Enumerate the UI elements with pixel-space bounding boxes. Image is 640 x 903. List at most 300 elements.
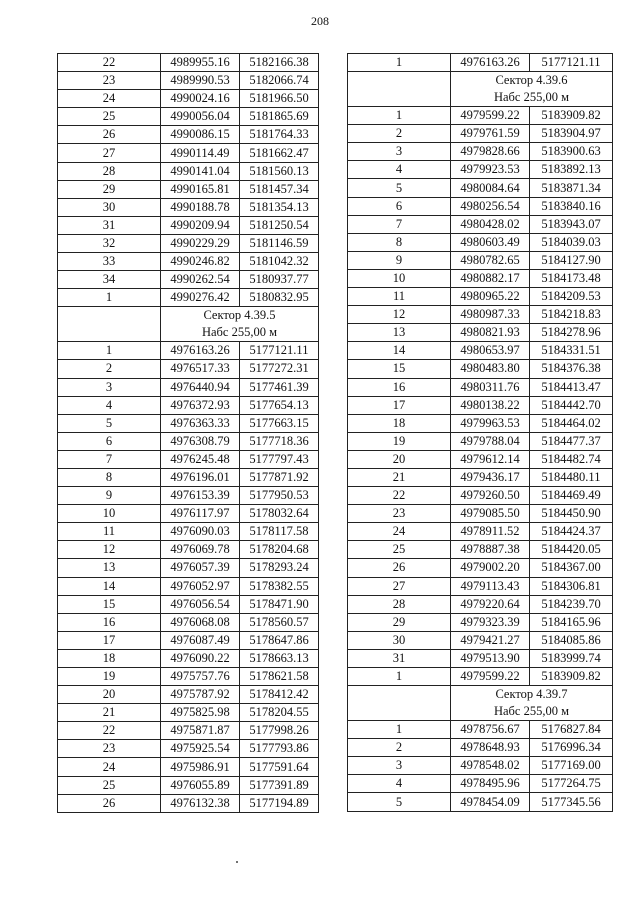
point-number: 3: [348, 143, 451, 161]
coord-y: 5181354.13: [240, 198, 319, 216]
table-row: [58, 180, 319, 198]
table-row: [58, 505, 319, 523]
table-row: [58, 289, 319, 307]
table-row: [58, 468, 319, 486]
point-number: 4: [348, 775, 451, 793]
coord-x: 4975787.92: [161, 686, 240, 704]
table-row: [348, 360, 613, 378]
table-row: [58, 216, 319, 234]
coord-y: 5184480.11: [530, 468, 613, 486]
table-row: [348, 215, 613, 233]
coord-x: 4976196.01: [161, 468, 240, 486]
table-row: [58, 378, 319, 396]
table-row: [348, 288, 613, 306]
table-row: [348, 378, 613, 396]
table-row: [348, 595, 613, 613]
coord-y: 5181042.32: [240, 253, 319, 271]
table-row: [58, 595, 319, 613]
point-number: 6: [348, 197, 451, 215]
coord-y: 5177663.15: [240, 414, 319, 432]
coord-y: 5177272.31: [240, 360, 319, 378]
coord-y: 5181966.50: [240, 90, 319, 108]
coord-y: 5183904.97: [530, 125, 613, 143]
coord-y: 5177998.26: [240, 722, 319, 740]
coord-y: 5184450.90: [530, 505, 613, 523]
coord-y: 5183900.63: [530, 143, 613, 161]
coord-y: 5184442.70: [530, 396, 613, 414]
coord-x: 4976057.39: [161, 559, 240, 577]
point-number: 25: [58, 776, 161, 794]
table-row: [58, 649, 319, 667]
point-number: 29: [58, 180, 161, 198]
coord-x: 4979113.43: [451, 577, 530, 595]
coord-y: 5184239.70: [530, 595, 613, 613]
point-number: 8: [58, 468, 161, 486]
table-row: [348, 179, 613, 197]
sector-title: Сектор 4.39.6: [495, 73, 568, 88]
coord-y: 5178663.13: [240, 649, 319, 667]
point-number: 14: [58, 577, 161, 595]
table-row: [348, 739, 613, 757]
table-row: [348, 414, 613, 432]
coord-x: 4979923.53: [451, 161, 530, 179]
point-number: 15: [58, 595, 161, 613]
coord-y: 5181764.33: [240, 126, 319, 144]
coord-x: 4979323.39: [451, 613, 530, 631]
coord-y: 5178204.55: [240, 704, 319, 722]
point-number: 24: [348, 523, 451, 541]
point-number: 34: [58, 271, 161, 289]
point-number: 29: [348, 613, 451, 631]
point-number: 24: [58, 758, 161, 776]
point-number: 23: [348, 505, 451, 523]
coord-y: 5184331.51: [530, 342, 613, 360]
point-number: 6: [58, 432, 161, 450]
table-row: [348, 143, 613, 161]
coord-x: 4979612.14: [451, 450, 530, 468]
coord-y: 5178471.90: [240, 595, 319, 613]
point-number: 2: [58, 360, 161, 378]
point-number: 1: [348, 54, 451, 72]
coord-y: 5184278.96: [530, 324, 613, 342]
coord-x: 4978756.67: [451, 721, 530, 739]
point-number: 4: [58, 396, 161, 414]
coord-y: 5184413.47: [530, 378, 613, 396]
point-number: 23: [58, 72, 161, 90]
point-number: 22: [58, 54, 161, 72]
table-row: [58, 758, 319, 776]
coord-x: 4976372.93: [161, 396, 240, 414]
coord-y: 5177718.36: [240, 432, 319, 450]
page-number: 208: [311, 14, 329, 28]
table-row: [348, 306, 613, 324]
coord-y: 5183840.16: [530, 197, 613, 215]
coord-y: 5182166.38: [240, 54, 319, 72]
coord-x: 4976163.26: [451, 54, 530, 72]
table-row: [58, 631, 319, 649]
coord-x: 4979828.66: [451, 143, 530, 161]
point-number: 30: [58, 198, 161, 216]
coord-y: 5184165.96: [530, 613, 613, 631]
point-number: 32: [58, 234, 161, 252]
coord-y: 5177654.13: [240, 396, 319, 414]
table-row: [58, 108, 319, 126]
coord-x: 4975825.98: [161, 704, 240, 722]
coord-y: 5176996.34: [530, 739, 613, 757]
table-row: [348, 541, 613, 559]
coord-y: 5184367.00: [530, 559, 613, 577]
table-row: [348, 613, 613, 631]
table-row: [348, 775, 613, 793]
coord-x: 4980084.64: [451, 179, 530, 197]
coord-y: 5178412.42: [240, 686, 319, 704]
coord-x: 4976153.39: [161, 487, 240, 505]
table-row: [348, 197, 613, 215]
coord-x: 4979513.90: [451, 649, 530, 667]
coord-y: 5184464.02: [530, 414, 613, 432]
point-number: 1: [348, 107, 451, 125]
stray-dot-mark: [236, 861, 238, 863]
table-row: [348, 269, 613, 287]
coord-y: 5184477.37: [530, 432, 613, 450]
coord-x: 4976090.03: [161, 523, 240, 541]
table-row: [348, 450, 613, 468]
coord-y: 5180937.77: [240, 271, 319, 289]
table-row: [348, 757, 613, 775]
coord-y: 5181146.59: [240, 234, 319, 252]
table-row: [348, 468, 613, 486]
coord-y: 5184306.81: [530, 577, 613, 595]
point-number: 11: [58, 523, 161, 541]
point-number: 3: [348, 757, 451, 775]
point-number: 26: [58, 794, 161, 812]
coord-x: 4980311.76: [451, 378, 530, 396]
point-number: 16: [58, 613, 161, 631]
coord-y: 5178293.24: [240, 559, 319, 577]
point-number: 26: [348, 559, 451, 577]
table-row: [58, 686, 319, 704]
coord-y: 5177871.92: [240, 468, 319, 486]
sector-height: Набс 255,00 м: [201, 325, 278, 340]
point-number: 1: [348, 721, 451, 739]
coord-x: 4989990.53: [161, 72, 240, 90]
sector-height: Набс 255,00 м: [493, 704, 570, 719]
point-number: 27: [348, 577, 451, 595]
table-row: [58, 360, 319, 378]
coord-x: 4990262.54: [161, 271, 240, 289]
table-row: [58, 523, 319, 541]
sector-header-row: [58, 307, 319, 342]
table-row: [58, 54, 319, 72]
coord-x: 4976308.79: [161, 432, 240, 450]
coord-y: 5177264.75: [530, 775, 613, 793]
point-number: 2: [348, 125, 451, 143]
coord-x: 4990114.49: [161, 144, 240, 162]
coord-x: 4979761.59: [451, 125, 530, 143]
table-row: [58, 668, 319, 686]
coord-x: 4976132.38: [161, 794, 240, 812]
coord-x: 4978648.93: [451, 739, 530, 757]
coord-x: 4980428.02: [451, 215, 530, 233]
sector-height: Набс 255,00 м: [493, 90, 570, 105]
coord-y: 5178032.64: [240, 505, 319, 523]
table-row: [58, 144, 319, 162]
coord-x: 4990188.78: [161, 198, 240, 216]
table-row: [348, 161, 613, 179]
table-row: [58, 342, 319, 360]
coord-y: 5178647.86: [240, 631, 319, 649]
sector-title: Сектор 4.39.7: [495, 687, 568, 702]
table-row: [348, 125, 613, 143]
point-number: 16: [348, 378, 451, 396]
table-row: [58, 613, 319, 631]
coord-y: 5178204.68: [240, 541, 319, 559]
coord-x: 4976163.26: [161, 342, 240, 360]
coord-y: 5178621.58: [240, 668, 319, 686]
table-row: [348, 559, 613, 577]
coord-x: 4975757.76: [161, 668, 240, 686]
coord-y: 5177121.11: [240, 342, 319, 360]
table-row: [58, 271, 319, 289]
coord-y: 5184127.90: [530, 251, 613, 269]
table-row: [58, 776, 319, 794]
coord-x: 4979220.64: [451, 595, 530, 613]
coord-x: 4979963.53: [451, 414, 530, 432]
table-row: [58, 90, 319, 108]
point-number: 25: [58, 108, 161, 126]
coord-x: 4979421.27: [451, 631, 530, 649]
coord-y: 5181662.47: [240, 144, 319, 162]
point-number: 22: [348, 487, 451, 505]
coord-y: 5181865.69: [240, 108, 319, 126]
coord-x: 4976068.08: [161, 613, 240, 631]
coord-x: 4990086.15: [161, 126, 240, 144]
point-number: 24: [58, 90, 161, 108]
table-row: [58, 234, 319, 252]
point-number: 1: [348, 668, 451, 686]
table-row: [348, 793, 613, 811]
coord-x: 4976069.78: [161, 541, 240, 559]
coord-y: 5184039.03: [530, 233, 613, 251]
point-number: 28: [348, 595, 451, 613]
table-row: [58, 198, 319, 216]
point-number: 26: [58, 126, 161, 144]
coord-x: 4976087.49: [161, 631, 240, 649]
table-row: [348, 396, 613, 414]
coord-x: 4979788.04: [451, 432, 530, 450]
table-row: [58, 559, 319, 577]
table-row: [58, 253, 319, 271]
coord-y: 5183999.74: [530, 649, 613, 667]
coord-y: 5183943.07: [530, 215, 613, 233]
coord-x: 4980965.22: [451, 288, 530, 306]
point-number: 10: [58, 505, 161, 523]
coord-y: 5184085.86: [530, 631, 613, 649]
table-row: [348, 432, 613, 450]
point-number: 12: [348, 306, 451, 324]
coordinates-table-left: [57, 53, 319, 813]
coord-x: 4990276.42: [161, 289, 240, 307]
table-row: [348, 523, 613, 541]
table-row: [348, 505, 613, 523]
table-row: [58, 577, 319, 595]
coord-x: 4979260.50: [451, 487, 530, 505]
point-number: 20: [348, 450, 451, 468]
coord-x: 4990209.94: [161, 216, 240, 234]
coord-y: 5183909.82: [530, 107, 613, 125]
coord-x: 4990246.82: [161, 253, 240, 271]
coord-y: 5183909.82: [530, 668, 613, 686]
point-number: 10: [348, 269, 451, 287]
coord-x: 4980483.80: [451, 360, 530, 378]
sector-header-row: [348, 686, 613, 721]
sector-header: [451, 72, 613, 107]
coord-x: 4990024.16: [161, 90, 240, 108]
point-number: 22: [58, 722, 161, 740]
point-number: 18: [348, 414, 451, 432]
coord-x: 4979002.20: [451, 559, 530, 577]
coord-x: 4980138.22: [451, 396, 530, 414]
point-number: 31: [58, 216, 161, 234]
table-row: [348, 107, 613, 125]
point-number: 13: [348, 324, 451, 342]
table-row: [58, 126, 319, 144]
coord-x: 4980782.65: [451, 251, 530, 269]
coord-y: 5178382.55: [240, 577, 319, 595]
coord-y: 5181250.54: [240, 216, 319, 234]
table-row: [348, 577, 613, 595]
point-number: 21: [348, 468, 451, 486]
point-number: 15: [348, 360, 451, 378]
table-row: [348, 324, 613, 342]
table-row: [348, 649, 613, 667]
table-row: [58, 740, 319, 758]
point-number: 30: [348, 631, 451, 649]
point-number: 27: [58, 144, 161, 162]
point-number: 11: [348, 288, 451, 306]
point-number: 25: [348, 541, 451, 559]
table-row: [58, 450, 319, 468]
coord-y: 5184209.53: [530, 288, 613, 306]
table-row: [58, 794, 319, 812]
coord-y: 5184482.74: [530, 450, 613, 468]
coord-x: 4976052.97: [161, 577, 240, 595]
table-row: [348, 342, 613, 360]
coord-x: 4989955.16: [161, 54, 240, 72]
coord-x: 4976363.33: [161, 414, 240, 432]
point-number: 17: [58, 631, 161, 649]
table-row: [58, 432, 319, 450]
point-number: 14: [348, 342, 451, 360]
coord-x: 4979599.22: [451, 107, 530, 125]
point-number: 28: [58, 162, 161, 180]
table-row: [348, 233, 613, 251]
table-row: [348, 251, 613, 269]
table-row: [58, 72, 319, 90]
coord-y: 5182066.74: [240, 72, 319, 90]
coord-x: 4976056.54: [161, 595, 240, 613]
point-number: 18: [58, 649, 161, 667]
coord-y: 5181560.13: [240, 162, 319, 180]
coord-y: 5178117.58: [240, 523, 319, 541]
coord-x: 4979436.17: [451, 468, 530, 486]
coord-x: 4980821.93: [451, 324, 530, 342]
table-row: [348, 631, 613, 649]
sector-header: [451, 686, 613, 721]
coord-x: 4976517.33: [161, 360, 240, 378]
table-row: [348, 668, 613, 686]
coord-y: 5177194.89: [240, 794, 319, 812]
table-row: [348, 54, 613, 72]
coord-x: 4990229.29: [161, 234, 240, 252]
coord-y: 5177391.89: [240, 776, 319, 794]
coord-x: 4980987.33: [451, 306, 530, 324]
coord-y: 5183892.13: [530, 161, 613, 179]
coord-y: 5184469.49: [530, 487, 613, 505]
coord-y: 5177793.86: [240, 740, 319, 758]
coord-x: 4978887.38: [451, 541, 530, 559]
coord-y: 5178560.57: [240, 613, 319, 631]
point-number: 7: [348, 215, 451, 233]
point-number: 1: [58, 289, 161, 307]
table-row: [58, 162, 319, 180]
point-number: 7: [58, 450, 161, 468]
coord-y: 5184173.48: [530, 269, 613, 287]
coord-y: 5176827.84: [530, 721, 613, 739]
coord-y: 5184376.38: [530, 360, 613, 378]
point-number: 5: [58, 414, 161, 432]
coord-y: 5177950.53: [240, 487, 319, 505]
coord-y: 5180832.95: [240, 289, 319, 307]
coord-x: 4978454.09: [451, 793, 530, 811]
table-row: [58, 396, 319, 414]
coord-y: 5177461.39: [240, 378, 319, 396]
coord-x: 4978911.52: [451, 523, 530, 541]
point-number: 9: [348, 251, 451, 269]
coord-x: 4990165.81: [161, 180, 240, 198]
coord-x: 4980603.49: [451, 233, 530, 251]
point-number: 21: [58, 704, 161, 722]
coord-y: 5177121.11: [530, 54, 613, 72]
coordinates-table-right: [347, 53, 613, 812]
coord-y: 5177169.00: [530, 757, 613, 775]
sector-header-row: [348, 72, 613, 107]
table-row: [58, 414, 319, 432]
point-number: 9: [58, 487, 161, 505]
point-number: 17: [348, 396, 451, 414]
point-number: 19: [348, 432, 451, 450]
table-row: [348, 487, 613, 505]
point-number: 13: [58, 559, 161, 577]
point-number: 5: [348, 179, 451, 197]
point-number: 8: [348, 233, 451, 251]
coord-y: 5184218.83: [530, 306, 613, 324]
point-number: 33: [58, 253, 161, 271]
coord-x: 4980653.97: [451, 342, 530, 360]
sector-header: [161, 307, 319, 342]
coord-x: 4975925.54: [161, 740, 240, 758]
point-number: 4: [348, 161, 451, 179]
coord-y: 5183871.34: [530, 179, 613, 197]
point-number: 2: [348, 739, 451, 757]
coord-y: 5184420.05: [530, 541, 613, 559]
coord-x: 4990141.04: [161, 162, 240, 180]
coord-x: 4976055.89: [161, 776, 240, 794]
coord-y: 5177591.64: [240, 758, 319, 776]
point-number: 20: [58, 686, 161, 704]
point-number: 23: [58, 740, 161, 758]
coord-x: 4975871.87: [161, 722, 240, 740]
